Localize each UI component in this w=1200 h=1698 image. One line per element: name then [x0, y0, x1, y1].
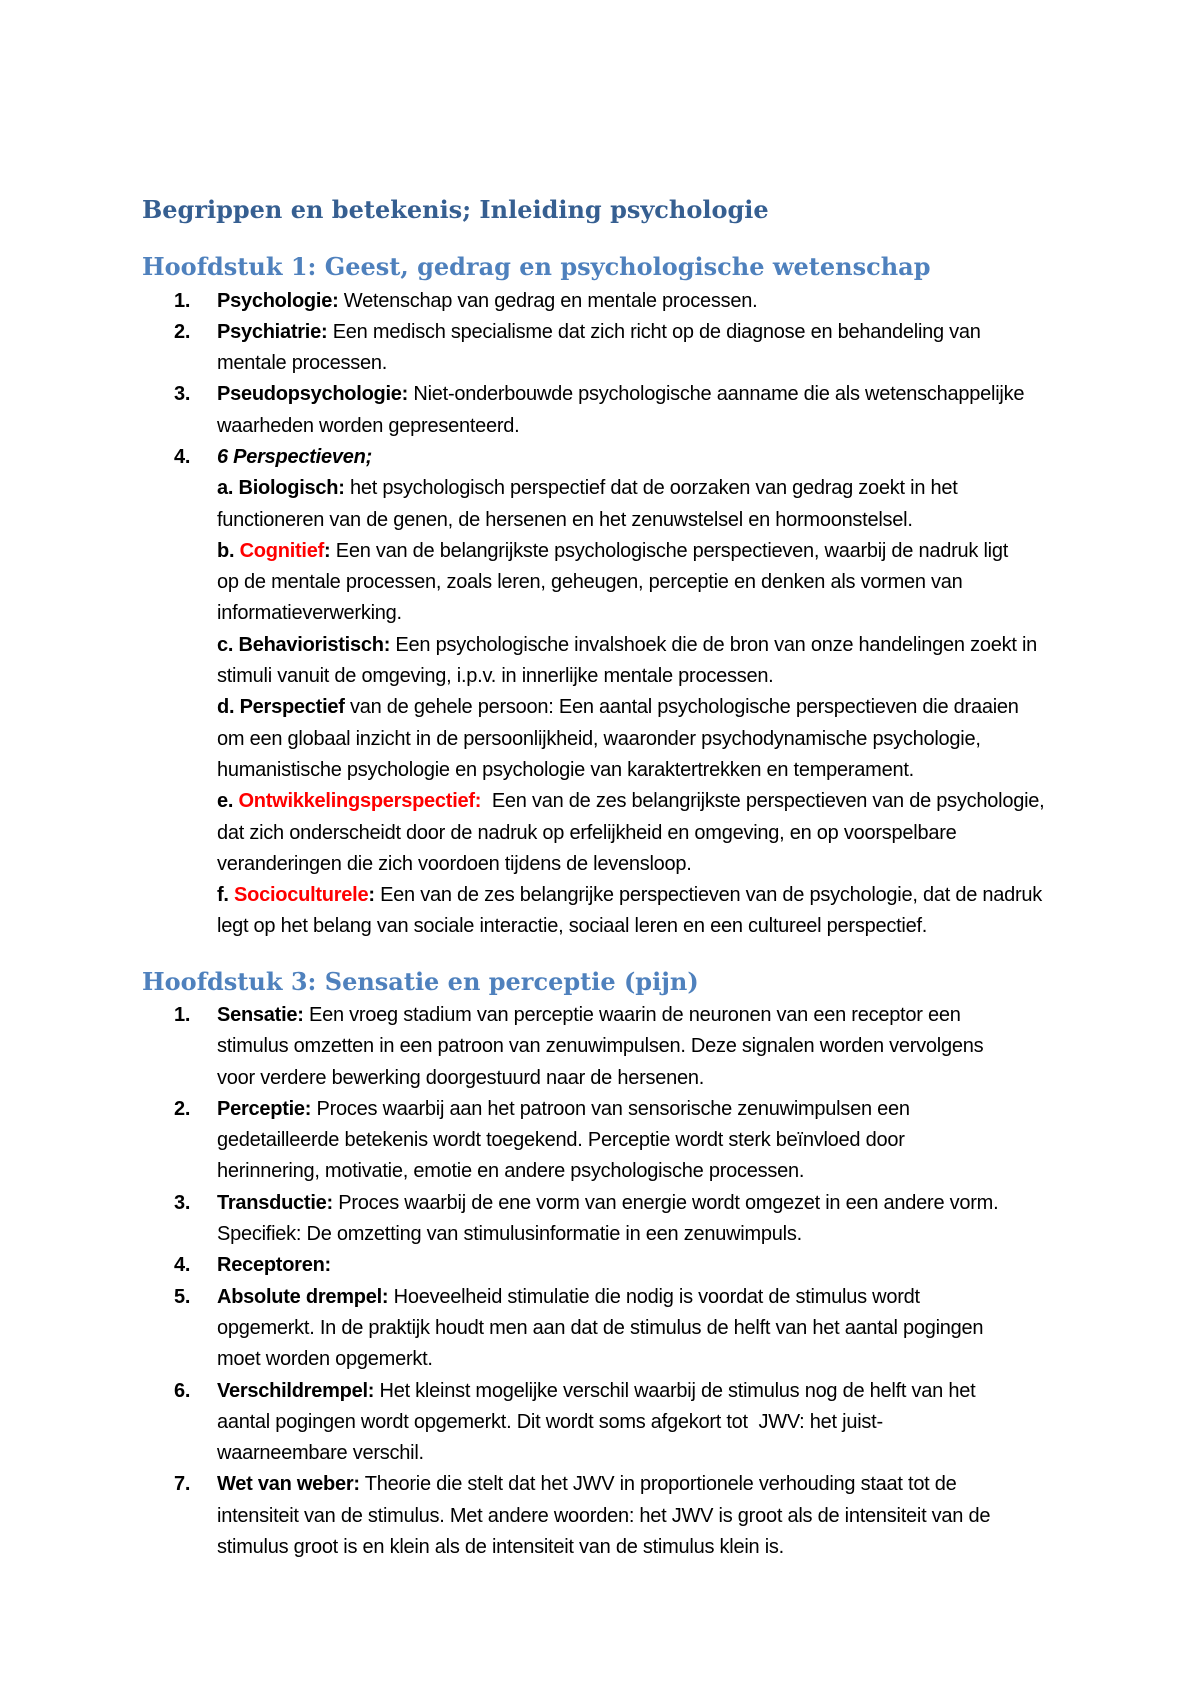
perspective-line-cognitief — [217, 536, 1200, 567]
definition-text: waarneembare verschil. — [217, 1442, 424, 1465]
perspective-term: Behavioristisch: — [238, 633, 391, 656]
list-number: 1. — [174, 289, 191, 312]
text-line — [217, 1094, 1200, 1125]
definition-text: stimulus omzetten in een patroon van zenuwimpulsen. Deze signalen worden vervolgens — [217, 1035, 984, 1058]
list-item-perceptie — [0, 1094, 1200, 1188]
list-item-sensatie — [0, 1000, 1200, 1094]
text-line — [217, 1031, 1200, 1062]
text-line — [217, 755, 1200, 786]
definition-text: om een globaal inzicht in de persoonlijkheid, waaronder psychodynamische psychologie, — [217, 727, 981, 750]
list-item-absolute-drempel — [0, 1282, 1200, 1376]
definition-text: Een vroeg stadium van perceptie waarin de neuronen van een receptor een — [309, 1004, 961, 1026]
text-line — [217, 1532, 1200, 1563]
definition-text: Een van de belangrijkste psychologische perspectieven, waarbij de nadruk ligt — [335, 539, 1009, 562]
list-item-perspectieven — [0, 442, 1200, 943]
text-line — [217, 1469, 1200, 1500]
definition-text: Een van de zes belangrijkste perspectieven van de psychologie, — [486, 790, 1045, 813]
term-label: Absolute drempel: — [217, 1285, 389, 1308]
list-item-wet-van-weber — [0, 1469, 1200, 1563]
definition-text: Het kleinst mogelijke verschil waarbij de stimulus nog de helft van het — [379, 1379, 976, 1402]
perspective-term: Socioculturele — [234, 884, 369, 907]
list-item-verschildrempel — [0, 1376, 1200, 1470]
list-item-body — [217, 1000, 1200, 1094]
term-label: 6 Perspectieven; — [217, 445, 372, 468]
definition-text: Proces waarbij de ene vorm van energie wordt omgezet in een andere vorm. — [338, 1191, 999, 1214]
definition-text: moet worden opgemerkt. — [217, 1348, 433, 1371]
text-line — [217, 442, 1200, 473]
definition-text: Niet-onderbouwde psychologische aanname die als wetenschappelijke — [413, 383, 1025, 406]
perspective-letter: d. — [217, 696, 235, 719]
text-line — [217, 317, 1200, 348]
list-number: 3. — [174, 1191, 191, 1214]
text-line — [217, 286, 1200, 317]
list-number: 5. — [174, 1285, 191, 1308]
list-number: 4. — [174, 445, 191, 468]
text-line — [217, 1156, 1200, 1187]
definition-text: op de mentale processen, zoals leren, geheugen, perceptie en denken als vormen van — [217, 571, 963, 594]
term-label: Receptoren: — [217, 1254, 331, 1277]
text-line — [217, 348, 1200, 379]
text-line — [217, 911, 1200, 942]
text-line — [217, 505, 1200, 536]
text-line — [217, 1063, 1200, 1094]
perspective-term: Biologisch: — [238, 477, 345, 500]
text-line — [217, 567, 1200, 598]
text-line — [217, 661, 1200, 692]
text-line — [217, 1188, 1200, 1219]
text-line — [217, 849, 1200, 880]
perspective-letter: a. — [217, 477, 234, 500]
perspective-term: Perspectief — [239, 696, 345, 719]
perspective-line-gehele-persoon — [217, 692, 1200, 723]
chapter-1-list — [0, 286, 1200, 943]
definition-text: Wetenschap van gedrag en mentale processen. — [343, 289, 758, 312]
definition-text: gedetailleerde betekenis wordt toegekend. Perceptie wordt sterk beïnvloed door — [217, 1129, 905, 1152]
perspective-letter: e. — [217, 790, 234, 813]
list-item-body — [217, 442, 1200, 943]
definition-text: voor verdere bewerking doorgestuurd naar de hersenen. — [217, 1066, 705, 1089]
text-line — [217, 1376, 1200, 1407]
term-label: Transductie: — [217, 1191, 333, 1214]
text-line — [217, 818, 1200, 849]
list-item-body — [217, 1469, 1200, 1563]
perspective-line-biologisch — [217, 473, 1200, 504]
chapter-3-heading: Hoofdstuk 3: Sensatie en perceptie (pijn) — [142, 967, 699, 996]
text-line — [217, 1125, 1200, 1156]
term-suffix: : — [368, 884, 375, 907]
definition-text: stimulus groot is en klein als de intensiteit van de stimulus klein is. — [217, 1536, 784, 1559]
list-number: 2. — [174, 1097, 191, 1120]
term-label: Psychiatrie: — [217, 320, 328, 343]
definition-text: intensiteit van de stimulus. Met andere woorden: het JWV is groot als de intensiteit van de — [217, 1504, 991, 1527]
definition-text: Een psychologische invalshoek die de bron van onze handelingen zoekt in — [395, 633, 1038, 656]
term-label: Sensatie: — [217, 1004, 304, 1026]
term-label: Wet van weber: — [217, 1473, 360, 1496]
text-line — [217, 1250, 1200, 1281]
list-item-body — [217, 1376, 1200, 1470]
text-line — [217, 1407, 1200, 1438]
chapter-1-heading: Hoofdstuk 1: Geest, gedrag en psychologische wetenschap — [142, 252, 931, 281]
list-number: 4. — [174, 1254, 191, 1277]
definition-text: Hoeveelheid stimulatie die nodig is voordat de stimulus wordt — [393, 1285, 920, 1308]
perspective-letter: b. — [217, 539, 235, 562]
definition-text: herinnering, motivatie, emotie en andere psychologische processen. — [217, 1160, 805, 1183]
definition-text: Een medisch specialisme dat zich richt op de diagnose en behandeling van — [332, 320, 981, 343]
text-line — [217, 411, 1200, 442]
perspective-term: Ontwikkelingsperspectief: — [238, 790, 482, 813]
list-number: 6. — [174, 1379, 191, 1402]
definition-text: legt op het belang van sociale interactie, sociaal leren en een cultureel perspectief. — [217, 915, 928, 938]
list-item-transductie — [0, 1188, 1200, 1251]
definition-text: dat zich onderscheidt door de nadruk op erfelijkheid en omgeving, en op voorspelbare — [217, 821, 957, 844]
definition-text: functioneren van de genen, de hersenen en het zenuwstelsel en hormoonstelsel. — [217, 508, 913, 531]
list-item-receptoren — [0, 1250, 1200, 1281]
definition-text: stimuli vanuit de omgeving, i.p.v. in innerlijke mentale processen. — [217, 665, 774, 688]
definition-text: mentale processen. — [217, 352, 388, 375]
list-item-body — [217, 286, 1200, 317]
text-line — [217, 1219, 1200, 1250]
list-item-body — [217, 1094, 1200, 1188]
perspective-line-ontwikkeling — [217, 786, 1200, 817]
list-item-body — [217, 379, 1200, 442]
definition-text: Proces waarbij aan het patroon van sensorische zenuwimpulsen een — [316, 1097, 910, 1120]
term-label: Verschildrempel: — [217, 1379, 375, 1402]
definition-text: van de gehele persoon: Een aantal psychologische perspectieven die draaien — [350, 696, 1019, 719]
perspective-line-behavioristisch — [217, 630, 1200, 661]
text-line — [217, 1344, 1200, 1375]
perspective-letter: c. — [217, 633, 234, 656]
definition-text: aantal pogingen wordt opgemerkt. Dit wordt soms afgekort tot JWV: het juist- — [217, 1410, 883, 1433]
list-item-pseudopsychologie — [0, 379, 1200, 442]
perspective-term: Cognitief — [239, 539, 324, 562]
chapter-3-list — [0, 1000, 1200, 1563]
term-label: Psychologie: — [217, 289, 339, 312]
text-line — [217, 1313, 1200, 1344]
term-suffix: : — [324, 539, 331, 562]
definition-text: het psychologisch perspectief dat de oorzaken van gedrag zoekt in het — [349, 477, 958, 500]
term-label: Perceptie: — [217, 1097, 312, 1120]
document-title: Begrippen en betekenis; Inleiding psychologie — [142, 195, 769, 224]
definition-text: veranderingen die zich voordoen tijdens de levensloop. — [217, 852, 692, 875]
definition-text: informatieverwerking. — [217, 602, 402, 625]
list-item-body — [217, 1250, 1200, 1281]
list-number: 1. — [174, 1004, 191, 1026]
text-line — [217, 1282, 1200, 1313]
perspective-letter: f. — [217, 884, 229, 907]
text-line — [217, 724, 1200, 755]
text-line — [217, 598, 1200, 629]
text-line — [217, 1000, 1200, 1031]
list-item-psychologie — [0, 286, 1200, 317]
definition-text: opgemerkt. In de praktijk houdt men aan dat de stimulus de helft van het aantal pogingen — [217, 1316, 984, 1339]
list-item-body — [217, 317, 1200, 380]
list-item-body — [217, 1188, 1200, 1251]
term-label: Pseudopsychologie: — [217, 383, 409, 406]
list-item-psychiatrie — [0, 317, 1200, 380]
definition-text: Theorie die stelt dat het JWV in proportionele verhouding staat tot de — [364, 1473, 957, 1496]
definition-text: Een van de zes belangrijke perspectieven van de psychologie, dat de nadruk — [380, 884, 1043, 907]
definition-text: waarheden worden gepresenteerd. — [217, 414, 520, 437]
definition-text: humanistische psychologie en psychologie van karaktertrekken en temperament. — [217, 758, 914, 781]
list-number: 2. — [174, 320, 191, 343]
text-line — [217, 1438, 1200, 1469]
text-line — [217, 1501, 1200, 1532]
text-line — [217, 379, 1200, 410]
list-number: 3. — [174, 383, 191, 406]
list-number: 7. — [174, 1473, 191, 1496]
perspective-line-socioculturele — [217, 880, 1200, 911]
list-item-body — [217, 1282, 1200, 1376]
definition-text: Specifiek: De omzetting van stimulusinformatie in een zenuwimpuls. — [217, 1223, 802, 1246]
